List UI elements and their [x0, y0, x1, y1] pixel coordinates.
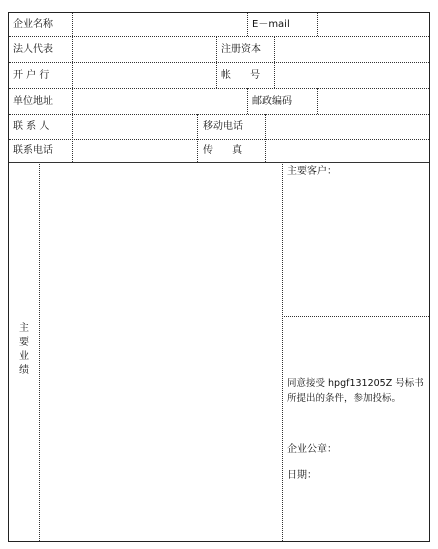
- registered-capital-field[interactable]: [275, 37, 428, 61]
- bank-field[interactable]: [73, 63, 215, 87]
- account-label: 帐 号: [221, 70, 261, 81]
- legal-rep-label: 法人代表: [13, 44, 53, 55]
- legal-rep-field[interactable]: [73, 37, 215, 61]
- account-field[interactable]: [275, 63, 428, 87]
- bank-label: 开 户 行: [13, 70, 50, 81]
- contact-field[interactable]: [73, 115, 196, 138]
- main-performance-field[interactable]: [40, 163, 281, 540]
- company-name-label: 企业名称: [13, 19, 53, 30]
- postal-code-label: 邮政编码: [252, 96, 292, 107]
- column-divider: [216, 36, 217, 88]
- date-label: 日期：: [287, 470, 317, 481]
- column-divider: [197, 114, 198, 162]
- mobile-label: 移动电话: [203, 121, 243, 132]
- main-performance-label: 主要业绩: [19, 323, 29, 376]
- address-label: 单位地址: [13, 96, 53, 107]
- column-divider: [247, 88, 248, 114]
- address-field[interactable]: [73, 89, 246, 113]
- email-label: E－mail: [252, 19, 290, 30]
- contact-label: 联 系 人: [13, 121, 50, 132]
- contact-phone-label: 联系电话: [13, 145, 53, 156]
- email-field[interactable]: [318, 14, 428, 35]
- postal-code-field[interactable]: [318, 89, 428, 113]
- contact-phone-field[interactable]: [73, 140, 196, 161]
- registered-capital-label: 注册资本: [221, 44, 261, 55]
- mobile-field[interactable]: [266, 115, 428, 138]
- main-clients-field[interactable]: [283, 181, 428, 315]
- clients-divider: [282, 316, 429, 317]
- company-seal-label: 企业公章：: [287, 444, 337, 455]
- fax-field[interactable]: [266, 140, 428, 161]
- bid-agreement-text: 同意接受 hpgf131205Z 号标书所提出的条件，参加投标。: [287, 378, 424, 404]
- fax-label: 传 真: [203, 145, 243, 156]
- main-clients-label: 主要客户：: [287, 166, 337, 177]
- column-divider: [247, 13, 248, 36]
- company-name-field[interactable]: [73, 14, 246, 35]
- bid-registration-form: [8, 12, 430, 542]
